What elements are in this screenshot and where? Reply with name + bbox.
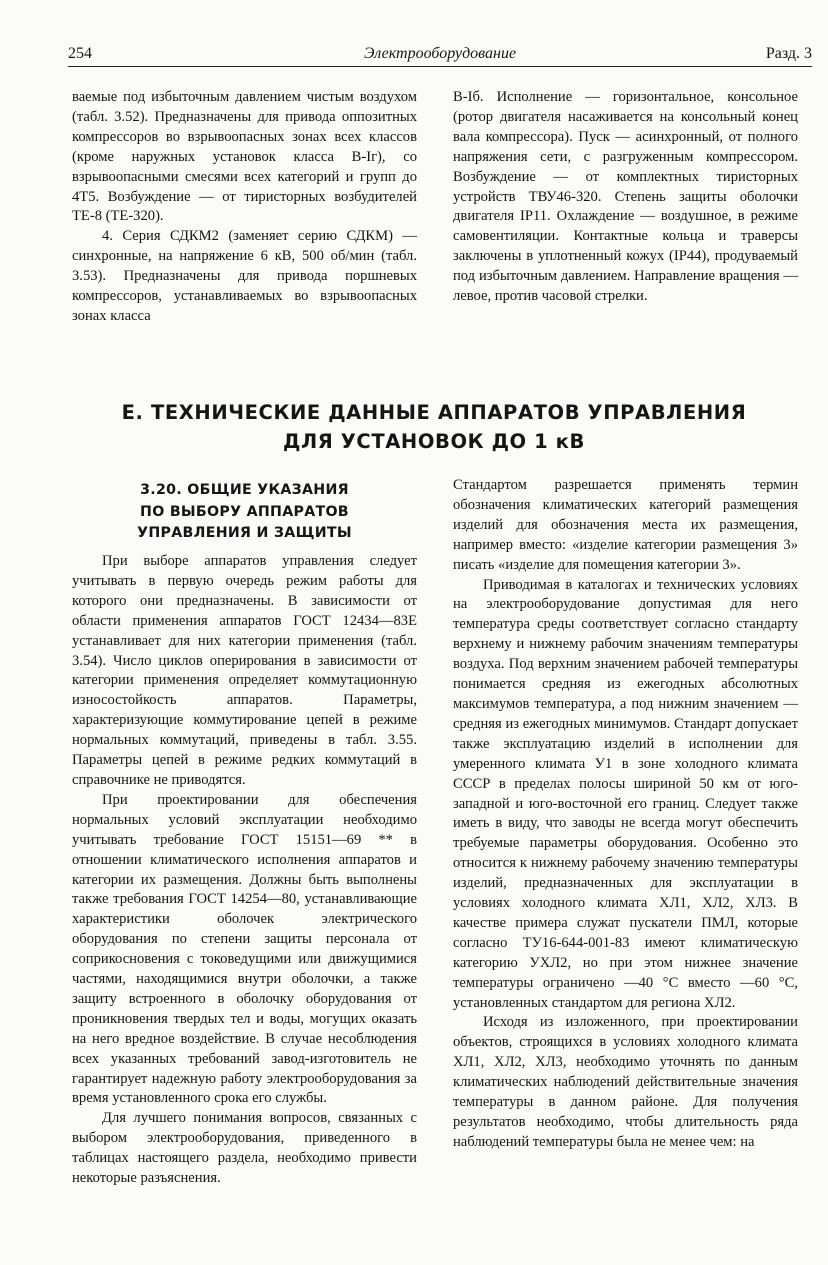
paragraph: При выборе аппаратов управления следует учитывать в первую очередь режим работы для которого они предназначены. В зависимости от области применения аппаратов ГОСТ 12434—83Е устанавливает для них категории применения (табл. 3.54). Число циклов оперирования в зависимости от категории применения определяет коммутационную износостойкость аппаратов. Параметры, характеризующие коммутирование цепей в режиме нормальных коммутаций, приведены в табл. 3.55. Параметры цепей в режиме редких коммутаций в справочнике не приводятся. <box>72 553 417 788</box>
section-heading-line: ПО ВЫБОРУ АППАРАТОВ <box>140 503 349 520</box>
chapter-heading-line: ДЛЯ УСТАНОВОК ДО 1 кВ <box>283 430 585 453</box>
paragraph: 4. Серия СДКМ2 (заменяет серию СДКМ) — синхронные, на напряжение 6 кВ, 500 об/мин (табл. 3.53). Предназначены для привода поршневых компрессоров, устанавливаемых во взрывоопасных зонах класса <box>72 228 417 324</box>
page-number: 254 <box>68 45 92 62</box>
section-heading-line: УПРАВЛЕНИЯ И ЗАЩИТЫ <box>137 525 352 541</box>
section-heading-line: 3.20. ОБЩИЕ УКАЗАНИЯ <box>140 482 349 498</box>
paragraph: При проектировании для обеспечения нормальных условий эксплуатации необходимо учитывать требование ГОСТ 15151—69 ** в отношении климатического исполнения аппаратов и категории их размещения. Должны быть выполнены также требования ГОСТ 14254—80, устанавливающие характеристики оболочек электрического оборудования по степени защиты персонала от соприкосновения с токоведущими или движущимися частями, находящимися внутри оболочки, а также защиту встроенного в оболочку оборудования от проникновения твердых тел и воды, могущих оказать на него вредное воздействие. В случае несоблюдения всех указанных требований завод-изготовитель не гарантирует надежную работу электрооборудования за время установленного срока его службы. <box>72 791 417 1107</box>
paragraph: Стандартом разрешается применять термин обозначения климатических категорий размещения изделий для обозначения места их размещения, например вместо: «изделие категории размещения 3» писать «изделие для помещения категории 3». <box>453 477 798 573</box>
paragraph: Исходя из изложенного, при проектировании объектов, строящихся в условиях холодного климата ХЛ1, ХЛ2, ХЛ3, необходимо уточнять по данным климатических наблюдений действительные значения температуры в данном районе. Для получения результатов необходимо, чтобы длительность ряда наблюдений температуры была не менее чем: на <box>453 1014 798 1150</box>
body-right-column <box>453 476 798 1153</box>
chapter-heading <box>60 398 808 456</box>
chapter-heading-line: Е. ТЕХНИЧЕСКИЕ ДАННЫЕ АППАРАТОВ УПРАВЛЕНИЯ <box>121 401 747 424</box>
section-label: Разд. 3 <box>765 45 812 62</box>
top-right-column <box>453 88 798 307</box>
paragraph: В-Iб. Исполнение — горизонтальное, консольное (ротор двигателя насаживается на консольный конец вала компрессора). Пуск — асинхронный, от полного напряжения сети, с разгруженным компрессором. Возбуждение — от комплектных тиристорных устройств ТВУ46-320. Степень защиты оболочки двигателя IP11. Охлаждение — воздушное, в режиме самовентиляции. Контактные кольца и траверсы заключены в уплотненный кожух (IP44), продуваемый под избыточным давлением. Направление вращения — левое, против часовой стрелки. <box>453 89 798 305</box>
paragraph: Для лучшего понимания вопросов, связанных с выбором электрооборудования, приведенного в таблицах настоящего раздела, необходимо привести некоторые разъяснения. <box>72 1110 417 1187</box>
running-header <box>68 44 812 67</box>
section-heading <box>72 480 417 545</box>
body-left-column <box>72 552 417 1189</box>
running-title: Электрооборудование <box>363 45 517 62</box>
paragraph: Приводимая в каталогах и технических условиях на электрооборудование допустимая для него температура среды соответствует согласно стандарту верхнему и нижнему рабочим значениям температуры воздуха. Под верхним значением рабочей температуры понимается средняя из ежегодных абсолютных максимумов температура, а под нижним значением — средняя из ежегодных минимумов. Стандарт допускает также эксплуатацию изделий в исполнении для умеренного климата У1 в зоне холодного климата СССР в пределах полосы шириной 50 км от юго-западной и юго-восточной его границ. Следует также иметь в виду, что заводы не всегда могут обеспечить требуемые параметры оборудования. Особенно это относится к нижнему рабочему значению температуры изделий, предназначенных для эксплуатации в условиях холодного климата ХЛ1, ХЛ2, ХЛ3. В качестве примера служат пускатели ПМЛ, которые согласно ТУ16-644-001-83 имеют климатическую категорию УХЛ2, но при этом нижнее значение температуры ограничено —40 °С вместо —60 °С, установленных стандартом для региона ХЛ2. <box>453 576 798 1011</box>
top-left-column <box>72 88 417 327</box>
paragraph: ваемые под избыточным давлением чистым воздухом (табл. 3.52). Предназначены для привода оппозитных компрессоров во взрывоопасных зонах всех классов (кроме наружных установок класса В-Iг), со взрывоопасными смесями всех категорий и групп до 4Т5. Возбуждение — от тиристорных возбудителей ТЕ-8 (ТЕ-320). <box>72 89 417 225</box>
